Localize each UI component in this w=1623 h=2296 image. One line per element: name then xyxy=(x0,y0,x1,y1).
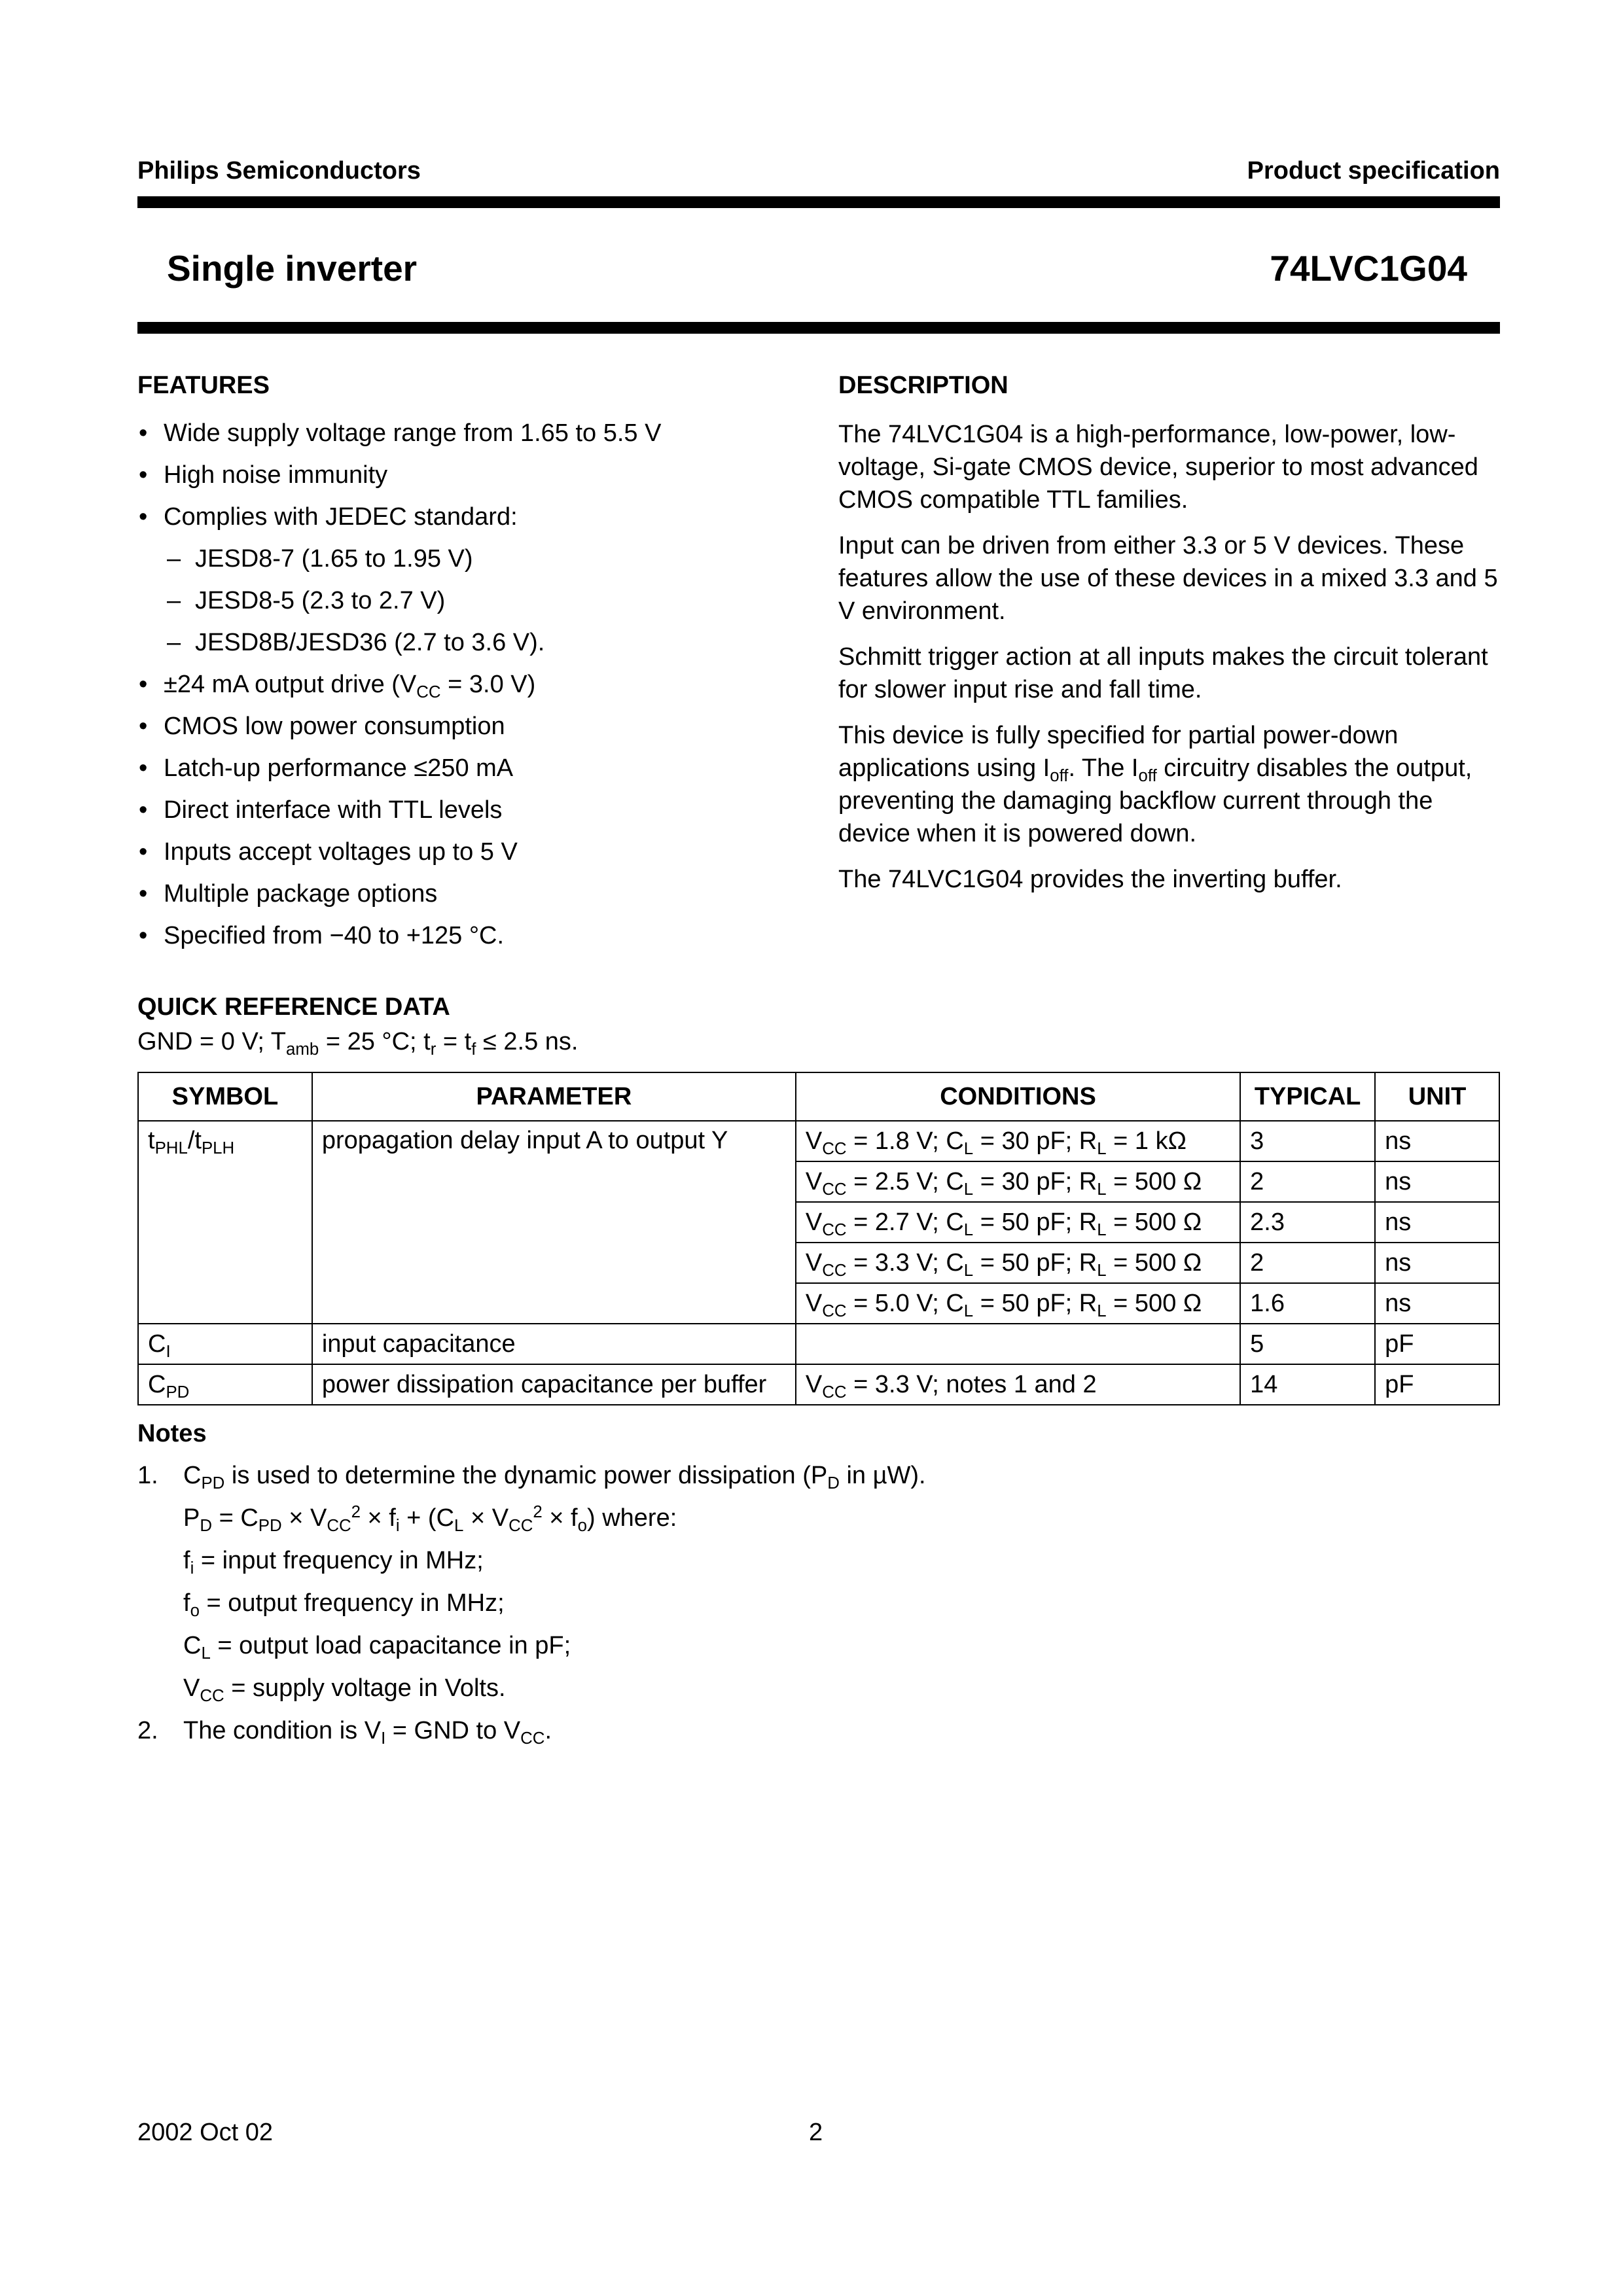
quick-reference-conditions: GND = 0 V; $T_{amb} = 25$ °C; $t_r = t_f \le 2.5$ ns. xyxy=(137,1028,579,1059)
footer-date: 2002 Oct 02 xyxy=(137,2119,274,2146)
column-header: PARAMETER xyxy=(312,1072,796,1121)
conditions-cell: $V_{CC} = 2.7$ V; $C_L = 50$ pF; $R_L = 500$ Ω xyxy=(796,1202,1240,1243)
description-heading: DESCRIPTION xyxy=(838,372,1008,399)
table-row xyxy=(138,1364,1499,1405)
table-header-row xyxy=(138,1072,1499,1121)
column-header: UNIT xyxy=(1375,1072,1499,1121)
quick-reference-table xyxy=(137,1072,1500,1405)
list-item: • Direct interface with TTL levels xyxy=(137,795,792,825)
unit-cell: pF xyxy=(1375,1324,1499,1364)
conditions-cell: $V_{CC} = 1.8$ V; $C_L = 30$ pF; $R_L = 1$ kΩ xyxy=(796,1121,1240,1161)
unit-cell: ns xyxy=(1375,1121,1499,1161)
table-row xyxy=(138,1324,1499,1364)
note-1: 1. $C_{PD}$ is used to determine the dynamic power dissipation ($P_D$ in µW). xyxy=(137,1462,926,1492)
list-item: – JESD8-7 (1.65 to 1.95 V) xyxy=(137,544,792,574)
symbol-cell: $C_{PD}$ xyxy=(138,1364,312,1405)
list-item: • Wide supply voltage range from 1.65 to 5.5 V xyxy=(137,418,792,448)
company-name: Philips Semiconductors xyxy=(137,157,421,185)
column-header: SYMBOL xyxy=(138,1072,312,1121)
note-2: 2. The condition is $V_I$ = GND to $V_{CC}$. xyxy=(137,1717,552,1748)
features-list xyxy=(137,418,792,951)
typical-cell: 2.3 xyxy=(1240,1202,1375,1243)
header-rule xyxy=(137,196,1500,208)
notes-section xyxy=(137,1420,1500,1757)
symbol-cell: $C_I$ xyxy=(138,1324,312,1364)
features-section xyxy=(137,372,792,963)
typical-cell: 2 xyxy=(1240,1161,1375,1202)
list-item: • Inputs accept voltages up to 5 V xyxy=(137,837,792,867)
parameter-cell: power dissipation capacitance per buffer xyxy=(312,1364,796,1405)
description-paragraph: Input can be driven from either 3.3 or 5 V devices. These features allow the use of these devices in a mixed 3.3 and 5 V environment. xyxy=(838,532,1498,625)
list-item: • Specified from −40 to +125 °C. xyxy=(137,921,792,951)
list-item: • Latch-up performance ≤250 mA xyxy=(137,753,792,783)
column-header: TYPICAL xyxy=(1240,1072,1375,1121)
document-type: Product specification xyxy=(1247,157,1500,185)
list-item: – JESD8-5 (2.3 to 2.7 V) xyxy=(137,586,792,616)
page-title: Single inverter xyxy=(167,248,418,289)
quick-reference-heading: QUICK REFERENCE DATA xyxy=(137,993,450,1021)
note-vcc: $V_{CC}$ = supply voltage in Volts. xyxy=(183,1674,506,1705)
unit-cell: ns xyxy=(1375,1202,1499,1243)
unit-cell: ns xyxy=(1375,1243,1499,1283)
description-paragraph: Schmitt trigger action at all inputs makes the circuit tolerant for slower input rise and fall time. xyxy=(838,643,1488,703)
quick-reference-section xyxy=(137,993,1500,1059)
description-paragraph: This device is fully specified for partial power-down applications using $I_{off}$. The $I_{off}$ circuitry disables the output, preventing the damaging backflow current through the device when it is powered down. xyxy=(838,722,1472,847)
unit-cell: ns xyxy=(1375,1161,1499,1202)
description-section xyxy=(838,372,1499,909)
conditions-cell: $V_{CC} = 3.3$ V; notes 1 and 2 xyxy=(796,1364,1240,1405)
typical-cell: 14 xyxy=(1240,1364,1375,1405)
conditions-cell xyxy=(796,1324,1240,1364)
list-item: • ±24 mA output drive ($V_{CC} = 3.0$ V) xyxy=(137,669,792,699)
column-header: CONDITIONS xyxy=(796,1072,1240,1121)
part-number: 74LVC1G04 xyxy=(1270,248,1467,289)
notes-heading: Notes xyxy=(137,1420,207,1447)
table-row xyxy=(138,1121,1499,1161)
parameter-cell: input capacitance xyxy=(312,1324,796,1364)
unit-cell: ns xyxy=(1375,1283,1499,1324)
typical-cell: 1.6 xyxy=(1240,1283,1375,1324)
features-heading: FEATURES xyxy=(137,372,270,399)
description-paragraph: The 74LVC1G04 provides the inverting buffer. xyxy=(838,866,1342,893)
parameter-cell: propagation delay input A to output Y xyxy=(312,1121,796,1324)
typical-cell: 2 xyxy=(1240,1243,1375,1283)
list-item: • CMOS low power consumption xyxy=(137,711,792,741)
list-item: – JESD8B/JESD36 (2.7 to 3.6 V). xyxy=(137,627,792,658)
description-paragraph: The 74LVC1G04 is a high-performance, low-power, low-voltage, Si-gate CMOS device, superior to most advanced CMOS compatible TTL families. xyxy=(838,421,1478,514)
symbol-cell: $t_{PHL}/t_{PLH}$ xyxy=(138,1121,312,1324)
conditions-cell: $V_{CC} = 2.5$ V; $C_L = 30$ pF; $R_L = 500$ Ω xyxy=(796,1161,1240,1202)
list-item: • High noise immunity xyxy=(137,460,792,490)
list-item: • Complies with JEDEC standard: xyxy=(137,502,792,532)
note-fo: $f_o$ = output frequency in MHz; xyxy=(183,1589,505,1620)
page-number: 2 xyxy=(809,2119,823,2146)
note-formula: $P_D = C_{PD} \times V_{CC}^2 \times f_i + (C_L \times V_{CC}^2 \times f_o)$ where: xyxy=(183,1503,677,1535)
unit-cell: pF xyxy=(1375,1364,1499,1405)
note-fi: $f_i$ = input frequency in MHz; xyxy=(183,1547,484,1578)
typical-cell: 3 xyxy=(1240,1121,1375,1161)
typical-cell: 5 xyxy=(1240,1324,1375,1364)
note-cl: $C_L$ = output load capacitance in pF; xyxy=(183,1632,571,1663)
title-rule xyxy=(137,322,1500,334)
list-item: • Multiple package options xyxy=(137,879,792,909)
conditions-cell: $V_{CC} = 5.0$ V; $C_L = 50$ pF; $R_L = 500$ Ω xyxy=(796,1283,1240,1324)
conditions-cell: $V_{CC} = 3.3$ V; $C_L = 50$ pF; $R_L = 500$ Ω xyxy=(796,1243,1240,1283)
